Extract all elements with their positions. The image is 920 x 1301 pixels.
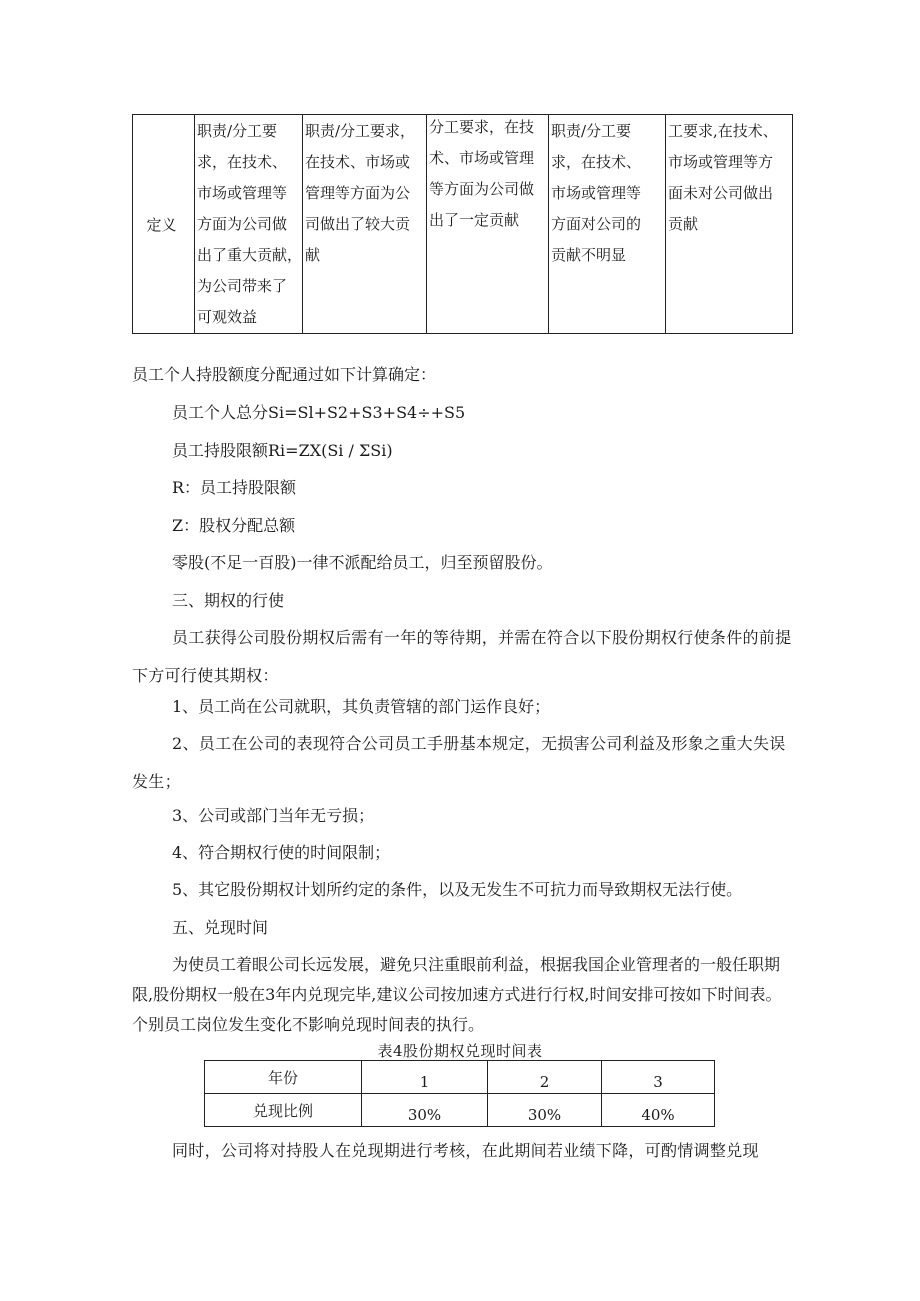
table-row [205, 1061, 715, 1094]
ratio-cell [602, 1094, 715, 1127]
schedule-table-caption: 表4股份期权兑现时间表 [377, 1042, 543, 1060]
definition-cell-5 [666, 115, 793, 334]
vesting-schedule-table [204, 1060, 715, 1127]
year-value: 1 [419, 1073, 430, 1091]
definition-cell-3-text: 分工要求，在技 术、市场或管理 等方面为公司做 出了一定贡献 [429, 118, 535, 229]
year-cell [362, 1061, 488, 1094]
condition-1: 1、员工尚在公司就职，其负责管辖的部门运作良好； [172, 697, 551, 716]
ratio-cell [362, 1094, 488, 1127]
definition-r: R：员工持股限额 [172, 478, 297, 497]
ratio-header-cell [205, 1094, 362, 1127]
year-cell [488, 1061, 602, 1094]
vesting-description: 为使员工着眼公司长远发展，避免只注重眼前利益，根据我国企业管理者的一般任职期限,股份期权一般在3年内兑现完毕,建议公司按加速方式进行行权,时间安排可按如下时间表。个别员工岗位发生变化不影响兑现时间表的执行。 [132, 955, 782, 1034]
definition-row-label [133, 115, 195, 334]
year-header-label: 年份 [267, 1068, 298, 1087]
odd-lot-rule: 零股(不足一百股)一律不派配给员工，归至预留股份。 [172, 553, 553, 572]
exercise-intro: 员工获得公司股份期权后需有一年的等待期，并需在符合以下股份期权行使条件的前提下方可行使其期权： [132, 628, 792, 685]
definition-cell-1 [195, 115, 303, 334]
formula-total-score: 员工个人总分Si=Sl+S2+S3+S4÷+S5 [172, 403, 466, 422]
definition-table [132, 114, 793, 334]
formula-share-limit: 员工持股限额Ri=ZX(Si / ΣSi) [172, 441, 393, 460]
table-row [133, 115, 793, 334]
section-heading-vesting: 五、兑现时间 [172, 918, 269, 937]
ratio-value: 40% [641, 1106, 675, 1124]
condition-4: 4、符合期权行使的时间限制； [172, 843, 391, 862]
assessment-paragraph: 同时，公司将对持股人在兑现期进行考核，在此期间若业绩下降，可酌情调整兑现 [172, 1141, 759, 1160]
ratio-cell [488, 1094, 602, 1127]
definition-cell-1-text: 职责/分工要 求，在技术、 市场或管理等 方面为公司做 出了重大贡献， 为公司带来了 可观效益 [197, 122, 303, 326]
ratio-value: 30% [527, 1106, 562, 1124]
condition-2: 2、员工在公司的表现符合公司员工手册基本规定，无损害公司利益及形象之重大失误发生； [132, 734, 786, 791]
definition-cell-2-text: 职责/分工要求， 在技术、市场或 管理等方面为公 司做出了较大贡 献 [305, 122, 416, 264]
definition-cell-2 [303, 115, 427, 334]
year-value: 3 [653, 1073, 663, 1091]
allocation-intro: 员工个人持股额度分配通过如下计算确定： [132, 365, 437, 384]
definition-cell-4 [549, 115, 666, 334]
ratio-value: 30% [407, 1106, 442, 1124]
ratio-header-label: 兑现比例 [252, 1101, 313, 1120]
definition-cell-3 [427, 115, 549, 334]
condition-5: 5、其它股份期权计划所约定的条件，以及无发生不可抗力而导致期权无法行使。 [172, 880, 743, 899]
year-value: 2 [539, 1073, 550, 1091]
table-row [205, 1094, 715, 1127]
condition-3: 3、公司或部门当年无亏损； [172, 806, 375, 825]
definition-cell-5-text: 工要求,在技术、 市场或管理等方 面未对公司做出 贡献 [668, 122, 778, 233]
year-cell [602, 1061, 715, 1094]
definition-label-text: 定义 [146, 215, 177, 234]
definition-z: Z：股权分配总额 [172, 516, 296, 535]
year-header-cell [205, 1061, 362, 1094]
definition-cell-4-text: 职责/分工要 求，在技术、 市场或管理等 方面对公司的 贡献不明显 [551, 122, 642, 264]
section-heading-exercise: 三、期权的行使 [172, 591, 285, 610]
